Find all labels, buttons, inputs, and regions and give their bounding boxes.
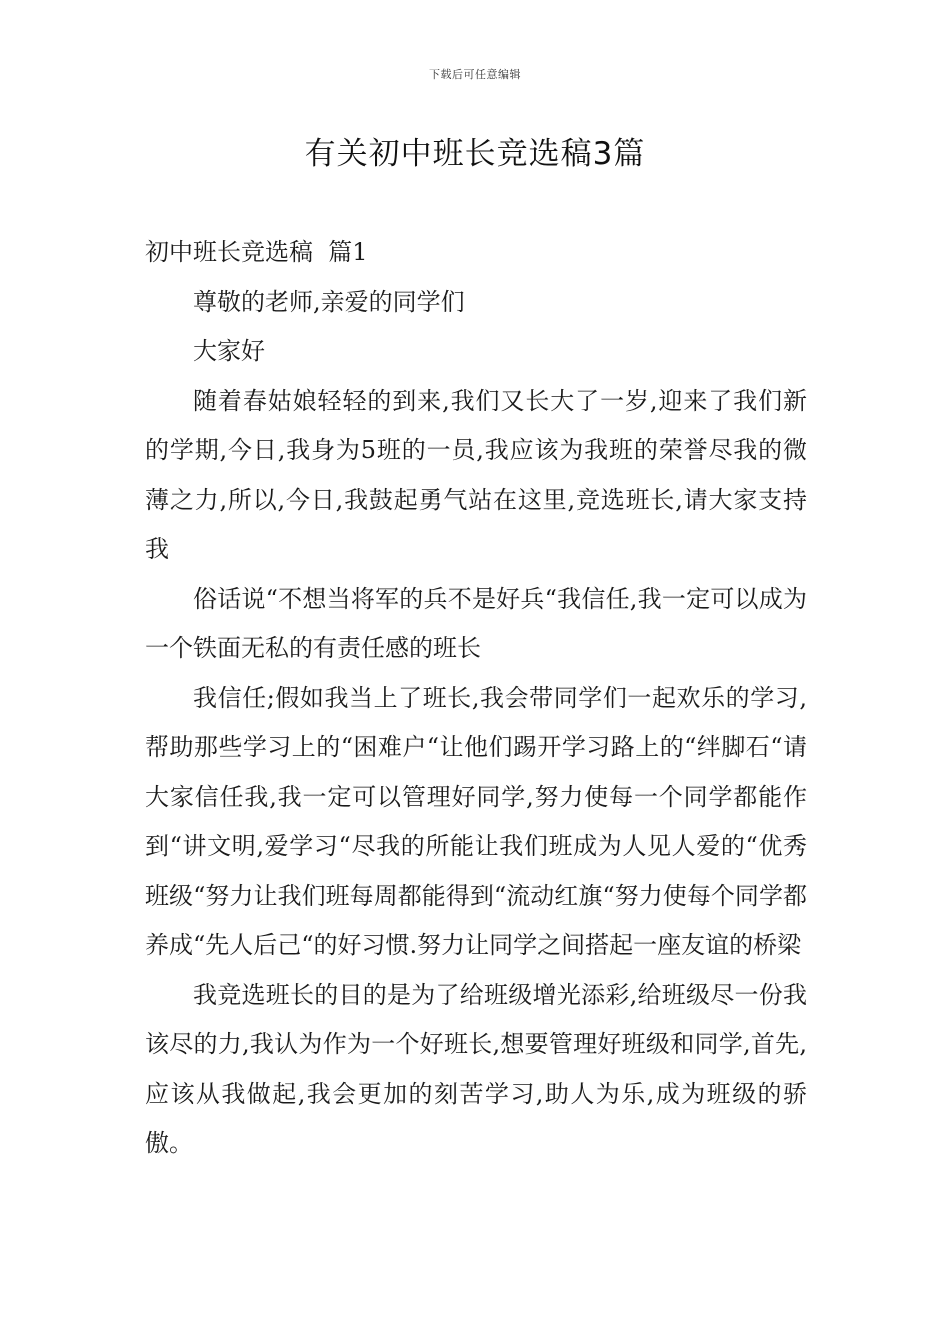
paragraph-greeting: 大家好 — [193, 337, 265, 365]
document-body — [145, 228, 807, 1169]
paragraph-promise: 我信任;假如我当上了班长,我会带同学们一起欢乐的学习,帮助那些学习上的“困难户“让他们踢开学习路上的“绊脚石“请大家信任我,我一定可以管理好同学,努力使每一个同学都能作到“讲文明,爱学习“尽我的所能让我们班成为人见人爱的“优秀班级“努力让我们班每周都能得到“流动红旗“努力使每个同学都养成“先人后己“的好习惯.努力让同学之间搭起一座友谊的桥梁 — [145, 683, 807, 959]
header-note: 下载后可任意编辑 — [429, 68, 521, 81]
paragraph-salutation: 尊敬的老师,亲爱的同学们 — [193, 287, 465, 316]
document-title: 有关初中班长竞选稿3篇 — [304, 136, 646, 172]
paragraph-intro: 随着春姑娘轻轻的到来,我们又长大了一岁,迎来了我们新的学期,今日,我身为5班的一员,我应该为我班的荣誉尽我的微薄之力,所以,今日,我鼓起勇气站在这里,竞选班长,请大家支持我 — [145, 386, 807, 563]
section-heading: 初中班长竞选稿 篇1 — [145, 238, 368, 266]
paragraph-goal: 我竞选班长的目的是为了给班级增光添彩,给班级尽一份我该尽的力,我认为作为一个好班长,想要管理好班级和同学,首先,应该从我做起,我会更加的刻苦学习,助人为乐,成为班级的骄傲。 — [145, 980, 807, 1157]
paragraph-proverb: 俗话说“不想当将军的兵不是好兵“我信任,我一定可以成为一个铁面无私的有责任感的班长 — [145, 584, 807, 662]
